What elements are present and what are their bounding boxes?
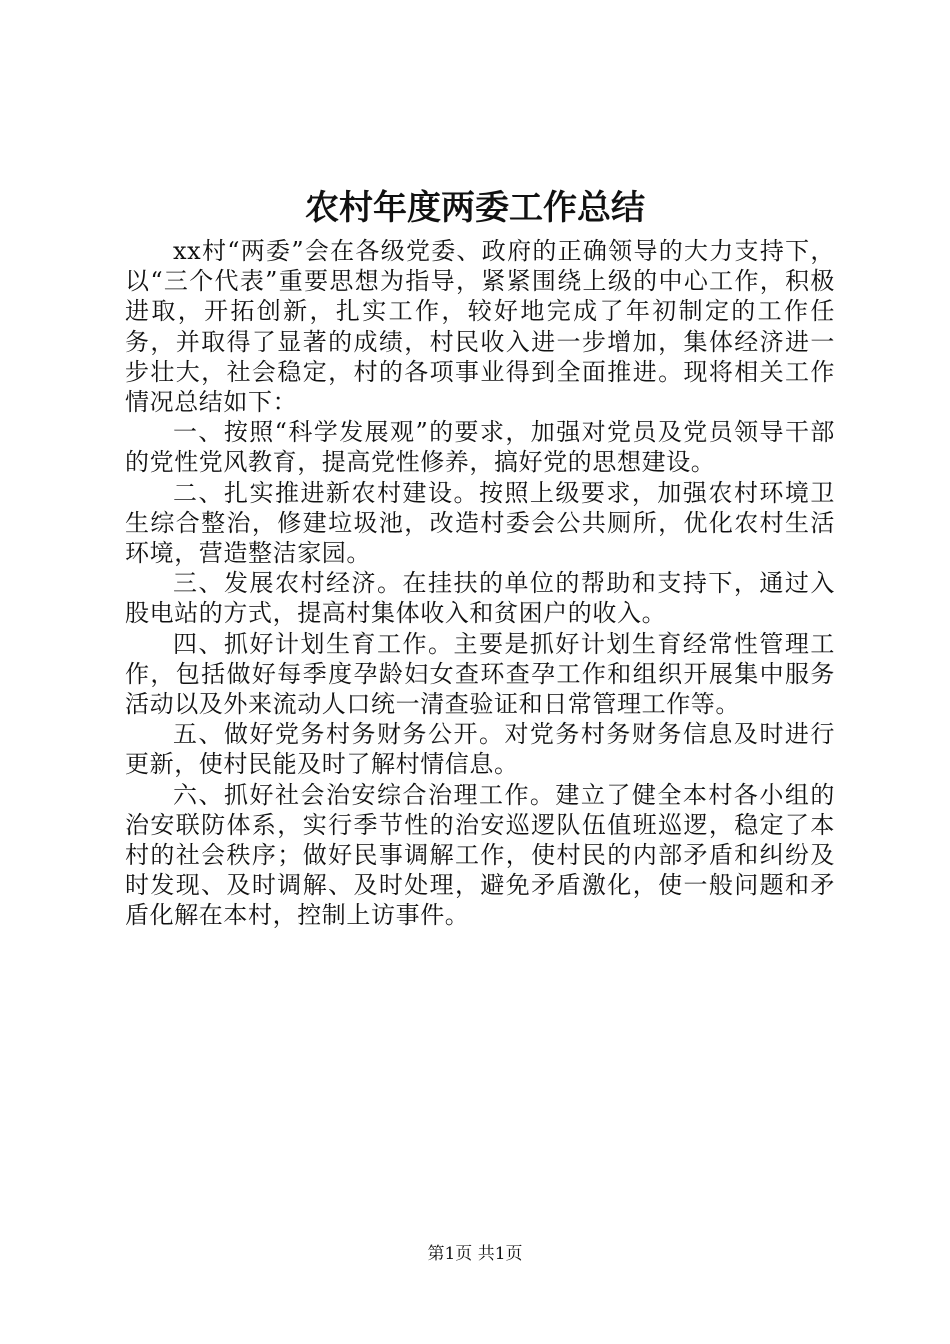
paragraph-item-1: 一、按照“科学发展观”的要求，加强对党员及党员领导干部的党性党风教育，提高党性修养，搞好党的思想建设。 (125, 418, 835, 477)
paragraph-intro: xx村“两委”会在各级党委、政府的正确领导的大力支持下，以“三个代表”重要思想为指导，紧紧围绕上级的中心工作，积极进取，开拓创新，扎实工作，较好地完成了年初制定的工作任务，并取得了显著的成绩，村民收入进一步增加，集体经济进一步壮大，社会稳定，村的各项事业得到全面推进。现将相关工作情况总结如下： (125, 237, 835, 417)
document-title: 农村年度两委工作总结 (305, 188, 645, 228)
document-body (125, 236, 835, 931)
paragraph-item-4: 四、抓好计划生育工作。主要是抓好计划生育经常性管理工作，包括做好每季度孕龄妇女查环查孕工作和组织开展集中服务活动以及外来流动人口统一清查验证和日常管理工作等。 (125, 629, 835, 719)
page-footer: 第1页 共1页 (427, 1244, 523, 1264)
paragraph-item-6: 六、抓好社会治安综合治理工作。建立了健全本村各小组的治安联防体系，实行季节性的治安巡逻队伍值班巡逻，稳定了本村的社会秩序；做好民事调解工作，使村民的内部矛盾和纠纷及时发现、及时调解、及时处理，避免矛盾激化，使一般问题和矛盾化解在本村，控制上访事件。 (125, 780, 835, 930)
paragraph-item-2: 二、扎实推进新农村建设。按照上级要求，加强农村环境卫生综合整治，修建垃圾池，改造村委会公共厕所，优化农村生活环境，营造整洁家园。 (125, 478, 835, 568)
paragraph-item-5: 五、做好党务村务财务公开。对党务村务财务信息及时进行更新，使村民能及时了解村情信息。 (125, 720, 835, 779)
paragraph-item-3: 三、发展农村经济。在挂扶的单位的帮助和支持下，通过入股电站的方式，提高村集体收入和贫困户的收入。 (125, 569, 835, 628)
